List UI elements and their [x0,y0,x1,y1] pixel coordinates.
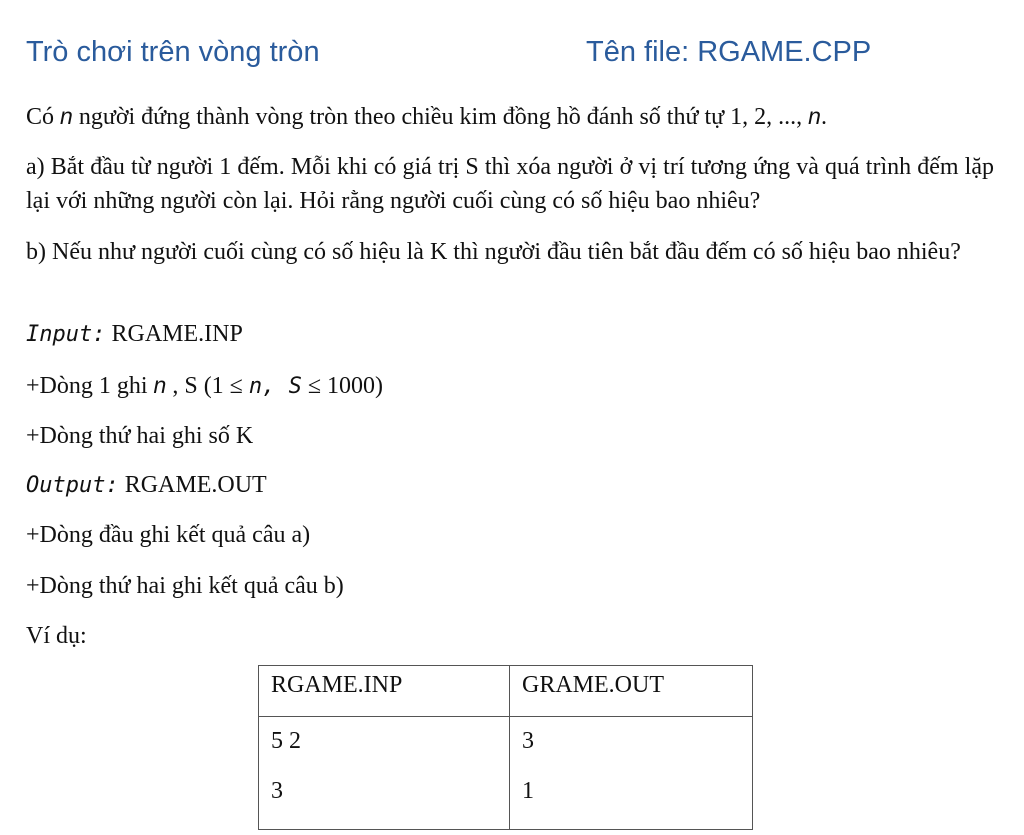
table-row [259,717,753,830]
output-heading [26,468,994,503]
input-heading [26,317,994,352]
example-input-cell [259,717,510,830]
output-label: Output: [26,473,119,498]
example-input-line-2: 3 [271,778,283,804]
intro-text-end: . [820,104,827,130]
intro-paragraph [26,99,994,134]
example-table [258,665,753,830]
table-header-input: RGAME.INP [259,666,510,717]
table-header-row [259,666,753,717]
input-label: Input: [26,322,106,347]
input-line-1-mid: , S (1 ≤ [166,373,249,399]
intro-text: Có [26,104,61,130]
part-a-paragraph: a) Bắt đầu từ người 1 đếm. Mỗi khi có giá trị S thì xóa người ở vị trí tương ứng và quá trình đếm lặp lại với những người còn lại. Hỏi rằng người cuối cùng có số hiệu bao nhiêu? [26,154,994,214]
input-var-n: n [153,372,167,398]
problem-title: Trò chơi trên vòng tròn [26,36,320,68]
example-output-cell [510,717,753,830]
example-input-line-1: 5 2 [271,728,301,754]
input-line-1-text: +Dòng 1 ghi [26,373,154,399]
input-line-2: +Dòng thứ hai ghi số K [26,423,254,449]
output-file: RGAME.OUT [118,472,267,498]
file-name: Tên file: RGAME.CPP [586,36,872,68]
output-line-2: +Dòng thứ hai ghi kết quả câu b) [26,573,344,599]
input-line-1 [26,368,994,404]
part-b-paragraph: b) Nếu như người cuối cùng có số hiệu là K thì người đầu tiên bắt đầu đếm có số hiệu bao nhiêu? [26,239,961,265]
input-file: RGAME.INP [105,321,243,347]
document-header [26,36,994,76]
example-output-line-2: 1 [522,778,534,804]
input-line-1-math: n, S [248,374,302,399]
input-line-1-end: ≤ 1000) [301,373,384,399]
example-label: Ví dụ: [26,623,87,649]
intro-var-n-end: n [808,103,821,129]
table-header-output: GRAME.OUT [510,666,753,717]
intro-text-mid: người đứng thành vòng tròn theo chiều kim đồng hồ đánh số thứ tự 1, 2, ..., [72,104,809,130]
example-output-line-1: 3 [522,728,534,754]
output-line-1: +Dòng đầu ghi kết quả câu a) [26,522,311,548]
intro-var-n: n [60,103,73,129]
